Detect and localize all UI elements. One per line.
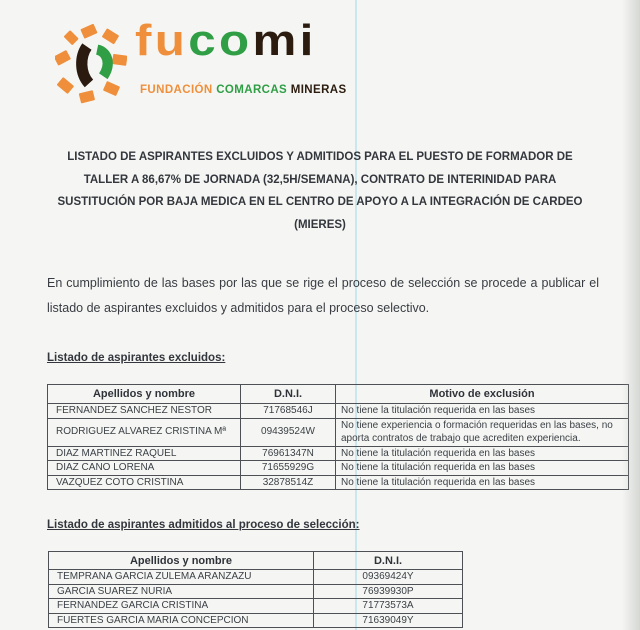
logo-word-part: co [188, 16, 253, 65]
applicant-name: VAZQUEZ COTO CRISTINA [48, 475, 241, 490]
logo-subtitle [140, 84, 347, 96]
applicant-dni: 09439524W [241, 418, 336, 446]
column-header-motivo: Motivo de exclusión [336, 385, 629, 404]
applicant-name: DIAZ MARTINEZ RAQUEL [48, 446, 241, 461]
logo-word-part: mi [252, 16, 317, 65]
excluded-table-row [48, 446, 629, 461]
applicant-name: TEMPRANA GARCIA ZULEMA ARANZAZU [49, 570, 314, 585]
exclusion-reason: No tiene la titulación requerida en las bases [336, 475, 629, 490]
column-header-dni: D.N.I. [314, 552, 463, 570]
logo-subtitle-part: MINERAS [287, 84, 347, 96]
document-title-line: (MIERES) [294, 218, 346, 231]
column-header-dni: D.N.I. [241, 385, 336, 404]
logo-subtitle-part: COMARCAS [212, 84, 288, 96]
intro-paragraph: En cumplimiento de las bases por las que se rige el proceso de selección se procede a publicar el listado de aspirantes excluidos y admitidos para el proceso selectivo. [47, 276, 599, 315]
fucomi-logo [55, 16, 355, 110]
exclusion-reason: No tiene la titulación requerida en las bases [336, 446, 629, 461]
applicant-name: RODRIGUEZ ALVAREZ CRISTINA Mª [48, 418, 241, 446]
excluded-table-header-row [48, 385, 629, 404]
exclusion-reason: No tiene la titulación requerida en las bases [336, 461, 629, 476]
admitted-table [48, 551, 463, 628]
applicant-name: DIAZ CANO LORENA [48, 461, 241, 476]
excluded-table [47, 384, 629, 490]
applicant-dni: 71655929G [241, 461, 336, 476]
applicant-dni: 71768546J [241, 404, 336, 419]
applicant-dni: 71639049Y [314, 613, 463, 628]
logo-wordmark [135, 16, 317, 66]
admitted-table-header-row [49, 552, 463, 570]
applicant-dni: 09369424Y [314, 570, 463, 585]
fucomi-sun-icon [55, 24, 127, 106]
exclusion-reason: No tiene experiencia o formación requeridas en las bases, no aporta contratos de trabajo que acrediten experiencia. [336, 418, 629, 446]
admitted-table-row [49, 613, 463, 628]
document-title-line: TALLER A 86,67% DE JORNADA (32,5H/SEMANA), CONTRATO DE INTERINIDAD PARA [83, 173, 557, 186]
excluded-table-row [48, 475, 629, 490]
applicant-name: FUERTES GARCIA MARIA CONCEPCION [49, 613, 314, 628]
column-header-apellidos: Apellidos y nombre [48, 385, 241, 404]
admitted-section-heading: Listado de aspirantes admitidos al proceso de selección: [47, 519, 360, 531]
exclusion-reason: No tiene la titulación requerida en las bases [336, 404, 629, 419]
applicant-dni: 71773573A [314, 599, 463, 614]
excluded-table-row [48, 404, 629, 419]
logo-subtitle-part: FUNDACIÓN [140, 84, 213, 96]
excluded-table-row [48, 461, 629, 476]
applicant-name: FERNANDEZ SANCHEZ NESTOR [48, 404, 241, 419]
logo-word-part: fu [135, 16, 189, 65]
applicant-name: GARCIA SUAREZ NURIA [49, 584, 314, 599]
excluded-table-row [48, 418, 629, 446]
applicant-dni: 76939930P [314, 584, 463, 599]
document-title [55, 146, 585, 236]
document-title-line: SUSTITUCIÓN POR BAJA MEDICA EN EL CENTRO DE APOYO A LA INTEGRACIÓN DE CARDEO [57, 196, 583, 208]
admitted-table-row [49, 570, 463, 585]
applicant-dni: 76961347N [241, 446, 336, 461]
applicant-dni: 32878514Z [241, 475, 336, 490]
applicant-name: FERNANDEZ GARCIA CRISTINA [49, 599, 314, 614]
column-header-apellidos: Apellidos y nombre [49, 552, 314, 570]
document-title-line: LISTADO DE ASPIRANTES EXCLUIDOS Y ADMITIDOS PARA EL PUESTO DE FORMADOR DE [67, 151, 573, 163]
excluded-section-heading: Listado de aspirantes excluidos: [47, 352, 226, 364]
admitted-table-row [49, 599, 463, 614]
admitted-table-row [49, 584, 463, 599]
scan-edge-shadow [622, 0, 640, 630]
